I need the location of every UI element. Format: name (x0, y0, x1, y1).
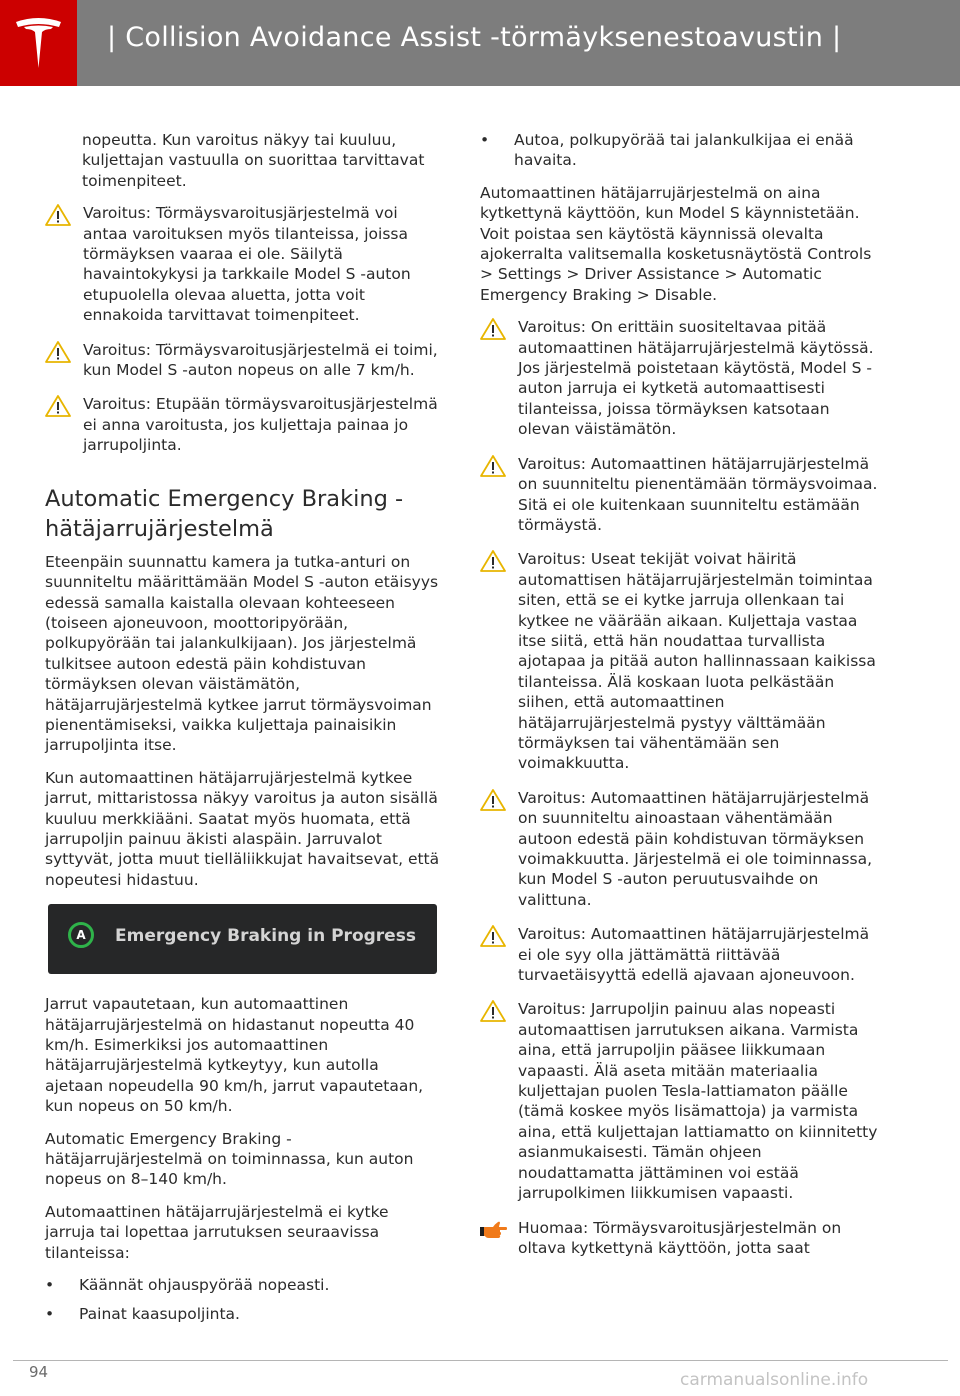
warning-text: Varoitus: Automaattinen hätäjarrujärjestelmä on suunniteltu pienentämään törmäysvoimaa. Sitä ei ole kuitenkaan suunniteltu estämään törmäystä. (518, 454, 878, 534)
warning-icon (480, 318, 506, 340)
page-number: 94 (29, 1363, 49, 1381)
aeb-status-icon: A (68, 922, 94, 948)
intro-paragraph: nopeutta. Kun varoitus näkyy tai kuuluu, kuljettajan vastuulla on suorittaa tarvittavat toimenpiteet. (82, 131, 425, 190)
page-title: | Collision Avoidance Assist -törmäyksenestoavustin | (107, 22, 842, 53)
warning-text: Varoitus: Etupään törmäysvaroitusjärjestelmä ei anna varoitusta, jos kuljettaja painaa jo jarrupoljinta. (83, 395, 438, 455)
list-item-text: Käännät ohjauspyörää nopeasti. (79, 1276, 330, 1295)
warning-block (480, 317, 880, 439)
emergency-braking-banner (48, 904, 437, 974)
list-item (480, 130, 880, 171)
warning-icon (45, 341, 71, 363)
note-text: Huomaa: Törmäysvaroitusjärjestelmän on oltava kytkettynä käyttöön, jotta saat (518, 1218, 842, 1257)
note-block (480, 1218, 880, 1259)
pointing-hand-icon (480, 1220, 508, 1240)
warning-icon (480, 550, 506, 572)
list-item (45, 1275, 440, 1295)
watermark: carmanualsonline.info (680, 1370, 869, 1390)
paragraph: Automaattinen hätäjarrujärjestelmä on aina kytkettynä käyttöön, kun Model S käynnistetään. Voit poistaa sen käytöstä käynnissä olevalta ajokerralta valitsemalla kosketusnäytöstä Controls > Settings > Driver Assistance > Automatic Emergency Braking > Disable. (480, 183, 872, 304)
bullet-icon: • (45, 1276, 55, 1295)
bullet-icon: • (480, 131, 490, 149)
warning-block (480, 999, 880, 1203)
warning-text: Varoitus: Törmäysvaroitusjärjestelmä voi antaa varoituksen myös tilanteissa, joissa törmäyksen vaaraa ei ole. Säilytä havaintokykysi ja tarkkaile Model S -auton etupuolella olevaa aluetta, jotta voit ennakoida tarvittavat toimenpiteet. (83, 204, 411, 325)
warning-icon (480, 789, 506, 811)
paragraph: Automaattinen hätäjarrujärjestelmä ei kytke jarruja tai lopettaa jarrutuksen seuraavissa tilanteissa: (45, 1202, 389, 1262)
warning-text: Varoitus: Automaattinen hätäjarrujärjestelmä ei ole syy olla jättämättä riittävää turvaetäisyyttä edellä ajavaan ajoneuvoon. (518, 925, 870, 985)
warning-text: Varoitus: Jarrupoljin painuu alas nopeasti automaattisen jarrutuksen aikana. Varmista aina, että jarrupoljin pääsee liikkumaan vapaasti. Älä aseta mitään materiaalia kuljettajan puolen Tesla-lattiamaton päälle (tämä koskee myös lisämattoja) ja varmista aina, että kuljettajan lattiamatto on kiinnitetty asianmukaisesti. Tämän ohjeen noudattamatta jättäminen voi estää jarrupolkimen liikkumisen vapaasti. (518, 1000, 878, 1203)
tesla-logo-icon (14, 16, 63, 70)
list-item-text: Autoa, polkupyörää tai jalankulkijaa ei enää havaita. (514, 131, 854, 170)
warning-icon (45, 395, 71, 417)
warning-block (480, 549, 880, 773)
warning-icon (480, 1000, 506, 1022)
list-item-text: Painat kaasupoljinta. (79, 1305, 240, 1324)
warning-icon (480, 455, 506, 477)
warning-block (45, 340, 440, 381)
warning-block (480, 788, 880, 910)
paragraph: Eteenpäin suunnattu kamera ja tutka-anturi on suunniteltu määrittämään Model S -auton etäisyys edessä samalla kaistalla olevaan kohteeseen (toiseen ajoneuvoon, moottoripyörään, polkupyörään tai jalankulkijaan). Jos järjestelmä tulkitsee autoon edestä päin kohdistuvan törmäyksen olevan väistämätön, hätäjarrujärjestelmä kytkee jarrut törmäysvoiman pienentämiseksi, vaikka kuljettaja painaisikin jarrupoljinta itse. (45, 552, 439, 755)
paragraph: Jarrut vapautetaan, kun automaattinen hätäjarrujärjestelmä on hidastanut nopeutta 40 km/h. Esimerkiksi jos automaattinen hätäjarrujärjestelmä kytkeytyy, kun autolla ajetaan nopeudella 90 km/h, jarrut vapautetaan, kun nopeus on 50 km/h. (45, 995, 424, 1116)
warning-text: Varoitus: Useat tekijät voivat häiritä automattisen hätäjarrujärjestelmän toimintaa siten, että se ei kytke jarruja ollenkaan tai kytkee ne väärään aikaan. Kuljettaja vastaa itse siitä, että hän noudattaa turvallista ajotapaa ja pitää auton hallinnassaan kaikissa tilanteissa. Älä koskaan luota pelkästään siihen, että automaattinen hätäjarrujärjestelmä pystyy välttämään törmäyksen tai vähentämään sen voimakkuutta. (518, 550, 876, 773)
warning-text: Varoitus: On erittäin suositeltavaa pitää automaattinen hätäjarrujärjestelmä käytössä. Jos järjestelmä poistetaan käytöstä, Model S -auton jarruja ei kytketä automaattisesti tilanteissa, joissa törmäyksen katsotaan olevan väistämätön. (518, 318, 874, 439)
footer-divider (13, 1360, 948, 1361)
warning-icon (45, 204, 71, 226)
paragraph: Kun automaattinen hätäjarrujärjestelmä kytkee jarrut, mittaristossa näkyy varoitus ja auton sisällä kuuluu merkkiääni. Saatat myös huomata, että jarrupoljin painuu äkisti alaspäin. Jarruvalot syttyvät, jotta muut tielläliikkujat havaitsevat, että nopeutesi hidastuu. (45, 768, 440, 889)
banner-text: Emergency Braking in Progress (115, 926, 416, 947)
brand-logo (0, 0, 77, 86)
right-column (480, 130, 880, 1272)
warning-text: Varoitus: Törmäysvaroitusjärjestelmä ei toimi, kun Model S -auton nopeus on alle 7 km/h. (83, 340, 438, 380)
warning-block (480, 924, 880, 985)
warning-block (45, 394, 440, 455)
section-heading: Automatic Emergency Braking - hätäjarrujärjestelmä (45, 485, 404, 542)
warning-text: Varoitus: Automaattinen hätäjarrujärjestelmä on suunniteltu ainoastaan vähentämään autoon edestä päin kohdistuvan törmäyksen voimakkuutta. Järjestelmä ei ole toiminnassa, kun Model S -auton peruutusvaihde on valittuna. (518, 788, 873, 909)
warning-block (480, 454, 880, 536)
warning-block (45, 203, 440, 325)
left-column (45, 130, 440, 1334)
paragraph: Automatic Emergency Braking - hätäjarrujärjestelmä on toiminnassa, kun auton nopeus on 8–140 km/h. (45, 1129, 414, 1189)
bullet-icon: • (45, 1305, 55, 1324)
header-bar (0, 0, 960, 86)
warning-icon (480, 925, 506, 947)
list-item (45, 1304, 440, 1324)
